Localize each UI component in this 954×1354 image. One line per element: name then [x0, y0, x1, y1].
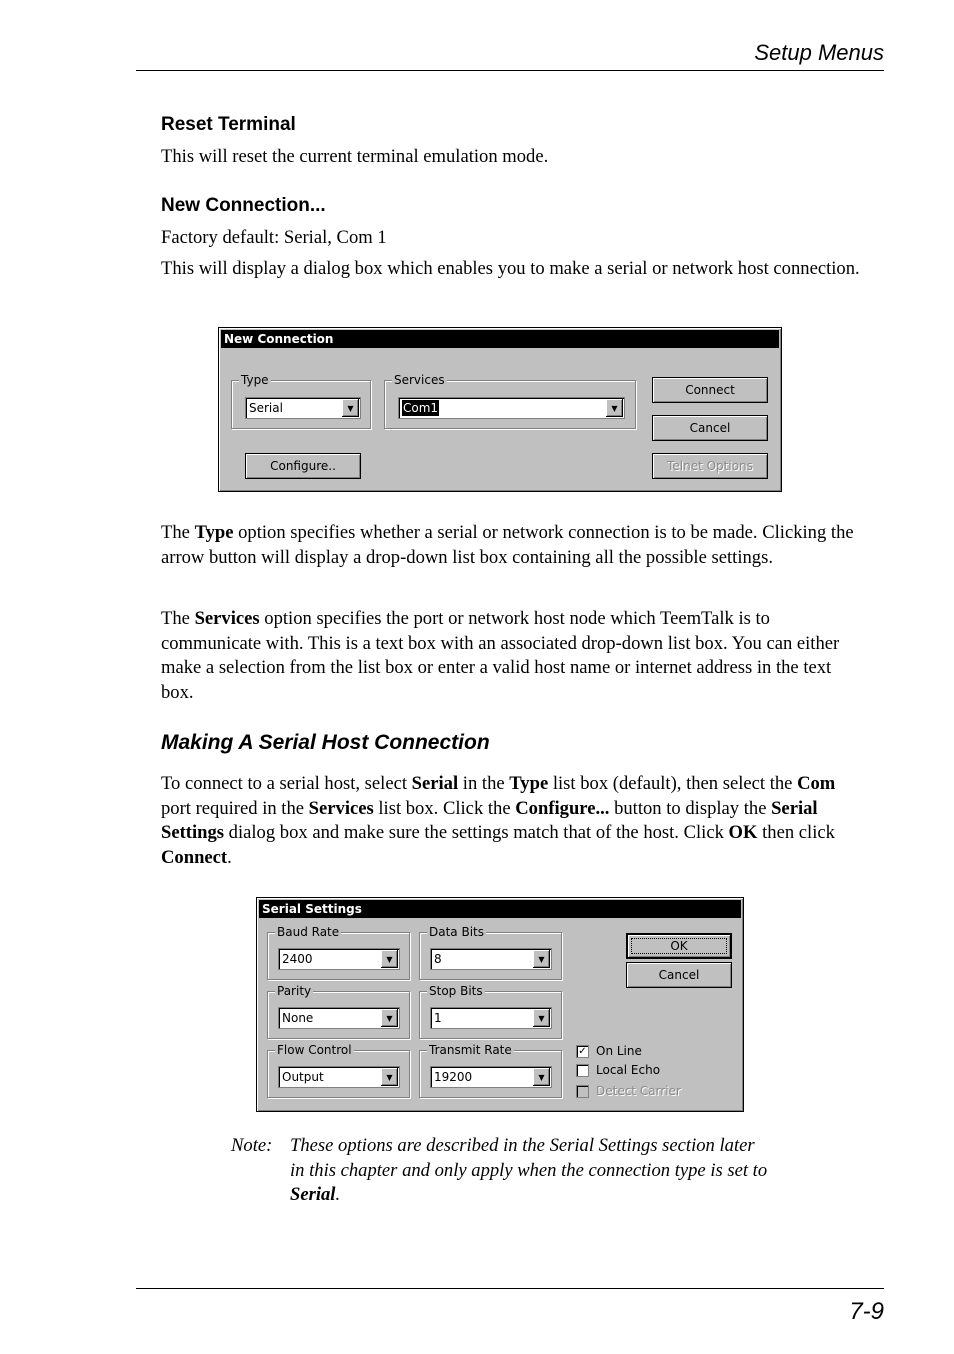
online-label: On Line	[596, 1044, 642, 1058]
online-checkbox[interactable]	[576, 1044, 642, 1058]
serial-connection-heading: Making A Serial Host Connection	[161, 731, 490, 754]
chevron-down-icon[interactable]: ▼	[381, 950, 398, 968]
type-select[interactable]	[245, 397, 361, 419]
serial-settings-dialog	[256, 897, 744, 1112]
note-text: These options are described in the Serial Settings section later in this chapter and only apply when the connection type is set to Serial.	[290, 1135, 768, 1206]
reset-terminal-text: This will reset the current terminal emulation mode.	[161, 146, 549, 167]
connect-button[interactable]: Connect	[652, 377, 768, 403]
parity-group	[267, 984, 410, 1039]
cancel-button[interactable]: Cancel	[652, 415, 768, 441]
services-label: Services	[394, 373, 445, 387]
stop-bits-group	[419, 984, 562, 1039]
data-bits-value: 8	[434, 952, 442, 966]
ok-button[interactable]	[626, 933, 732, 959]
type-paragraph: The Type option specifies whether a serial or network connection is to be made. Clicking the arrow button will display a drop-down list box containing all the possible settings.	[161, 522, 854, 568]
transmit-rate-group	[419, 1043, 562, 1098]
telnet-options-button[interactable]: Telnet Options	[652, 453, 768, 479]
baud-rate-group	[267, 925, 410, 980]
parity-select[interactable]	[278, 1007, 400, 1029]
checkmark-icon: ✓	[576, 1045, 589, 1058]
chevron-down-icon[interactable]: ▼	[342, 399, 359, 417]
transmit-rate-value: 19200	[434, 1070, 473, 1084]
type-label: Type	[241, 373, 269, 387]
local-echo-checkbox[interactable]	[576, 1063, 660, 1077]
dialog-title: New Connection	[221, 330, 779, 348]
stop-bits-value: 1	[434, 1011, 442, 1025]
detect-carrier-checkbox[interactable]	[576, 1084, 681, 1098]
flow-control-group	[267, 1043, 410, 1098]
checkbox-icon	[576, 1085, 589, 1098]
header-rule	[136, 70, 884, 71]
data-bits-label: Data Bits	[429, 925, 484, 939]
type-group	[231, 373, 371, 429]
flow-control-label: Flow Control	[277, 1043, 352, 1057]
detect-carrier-label: Detect Carrier	[596, 1084, 681, 1098]
data-bits-select[interactable]	[430, 948, 552, 970]
chevron-down-icon[interactable]: ▼	[533, 1068, 550, 1086]
parity-label: Parity	[277, 984, 312, 998]
flow-control-select[interactable]	[278, 1066, 400, 1088]
stop-bits-select[interactable]	[430, 1007, 552, 1029]
transmit-rate-label: Transmit Rate	[429, 1043, 512, 1057]
baud-rate-select[interactable]	[278, 948, 400, 970]
new-connection-dialog	[218, 327, 782, 492]
flow-control-value: Output	[282, 1070, 324, 1084]
checkbox-icon	[576, 1064, 589, 1077]
new-connection-heading: New Connection...	[161, 195, 326, 216]
data-bits-group	[419, 925, 562, 980]
parity-value: None	[282, 1011, 314, 1025]
reset-terminal-heading: Reset Terminal	[161, 114, 296, 135]
chevron-down-icon[interactable]: ▼	[381, 1009, 398, 1027]
services-paragraph: The Services option specifies the port or network host node which TeemTalk is to communicate with. This is a text box with an associated drop-down list box. You can either make a selection from the list box or enter a valid host name or internet address in the text box.	[161, 608, 840, 703]
services-group	[384, 373, 636, 429]
local-echo-label: Local Echo	[596, 1063, 661, 1077]
transmit-rate-select[interactable]	[430, 1066, 552, 1088]
page-number: 7-9	[849, 1298, 884, 1325]
ok-label: OK	[670, 939, 688, 953]
dialog-title: Serial Settings	[259, 900, 741, 918]
baud-rate-value: 2400	[282, 952, 313, 966]
factory-default-text: Factory default: Serial, Com 1	[161, 227, 387, 248]
configure-button[interactable]: Configure..	[245, 453, 361, 479]
chevron-down-icon[interactable]: ▼	[533, 1009, 550, 1027]
serial-connection-paragraph: To connect to a serial host, select Serial in the Type list box (default), then select the Com port required in the Services list box. Click the Configure... button to display the Serial Settings dialog box and make sure the settings match that of the host. Click OK then click Connect.	[161, 773, 836, 868]
note-label: Note:	[231, 1135, 273, 1156]
cancel-button[interactable]: Cancel	[626, 962, 732, 988]
chevron-down-icon[interactable]: ▼	[606, 399, 623, 417]
new-connection-text: This will display a dialog box which enables you to make a serial or network host connection.	[161, 258, 860, 279]
running-head: Setup Menus	[754, 40, 884, 65]
services-value: Com1	[403, 401, 439, 415]
footer-rule	[136, 1288, 884, 1289]
chevron-down-icon[interactable]: ▼	[381, 1068, 398, 1086]
chevron-down-icon[interactable]: ▼	[533, 950, 550, 968]
services-combo[interactable]	[398, 397, 625, 419]
baud-rate-label: Baud Rate	[277, 925, 340, 939]
stop-bits-label: Stop Bits	[429, 984, 483, 998]
type-value: Serial	[249, 401, 283, 415]
